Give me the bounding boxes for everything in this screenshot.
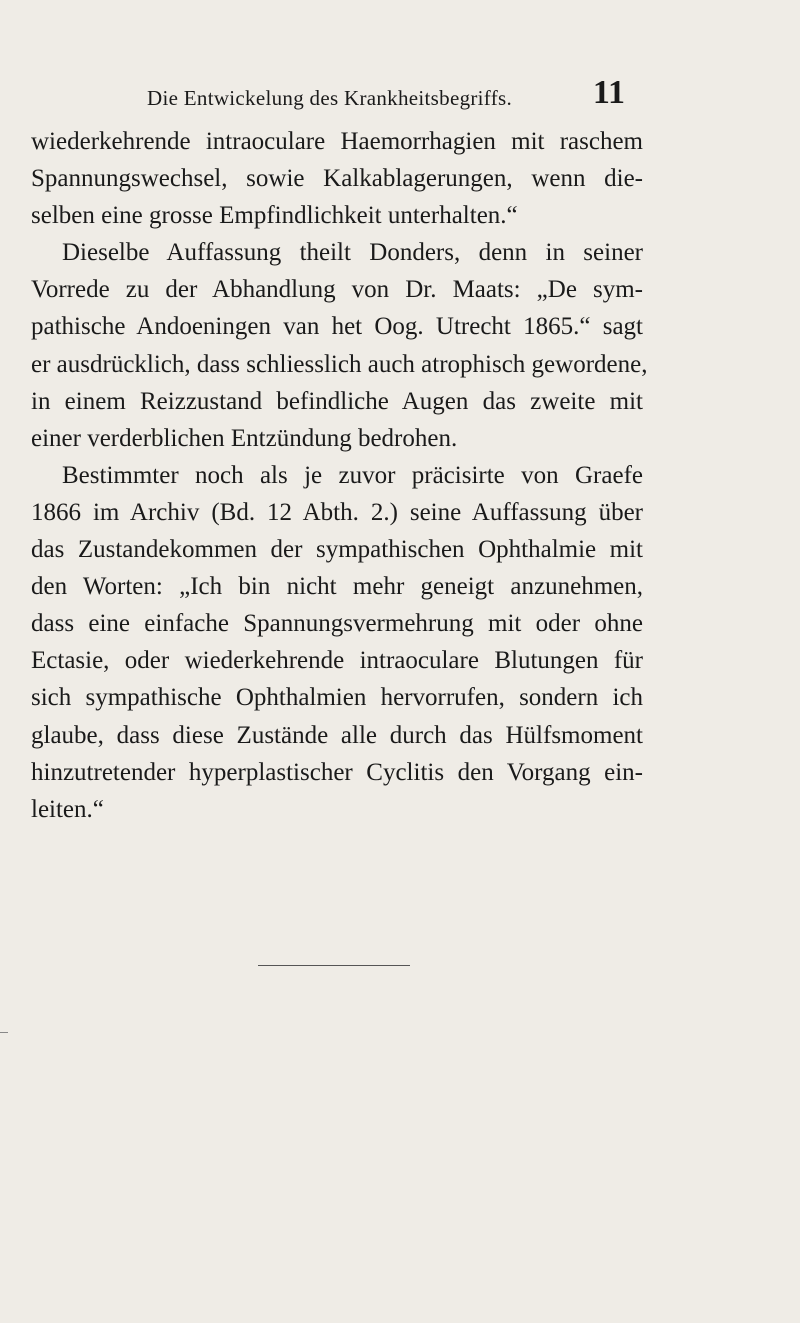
text-line: in einem Reizzustand befindliche Augen das zweite mit: [31, 387, 643, 415]
text-line: leiten.“: [31, 795, 104, 823]
text-line: einer verderblichen Entzündung bedrohen.: [31, 424, 458, 452]
text-line: 1866 im Archiv (Bd. 12 Abth. 2.) seine Auffassung über: [31, 498, 643, 526]
text-line: Vorrede zu der Abhandlung von Dr. Maats: „De sym-: [31, 276, 643, 304]
footer-rule: [258, 965, 410, 966]
page-number: 11: [592, 74, 625, 111]
text-line: pathische Andoeningen van het Oog. Utrecht 1865.“ sagt: [31, 313, 643, 341]
text-line: glaube, dass diese Zustände alle durch das Hülfsmoment: [31, 721, 643, 749]
text-line: Spannungswechsel, sowie Kalkablagerungen, wenn die-: [31, 165, 643, 193]
text-line: selben eine grosse Empfindlichkeit unterhalten.“: [31, 202, 518, 230]
text-line: Dieselbe Auffassung theilt Donders, denn in seiner: [62, 239, 643, 267]
body-text: [31, 123, 648, 828]
running-head: [147, 74, 625, 120]
text-line: Ectasie, oder wiederkehrende intraoculare Blutungen für: [31, 647, 643, 675]
text-line: dass eine einfache Spannungsvermehrung mit oder ohne: [31, 610, 643, 638]
running-title: Die Entwickelung des Krankheitsbegriffs.: [147, 86, 513, 110]
text-line: wiederkehrende intraoculare Haemorrhagien mit raschem: [31, 128, 643, 155]
text-line: den Worten: „Ich bin nicht mehr geneigt anzunehmen,: [31, 573, 643, 601]
text-line: sich sympathische Ophthalmien hervorrufen, sondern ich: [31, 684, 643, 712]
text-line: Bestimmter noch als je zuvor präcisirte von Graefe: [62, 461, 643, 489]
text-line: hinzutretender hyperplastischer Cyclitis den Vorgang ein-: [31, 758, 643, 786]
text-line: das Zustandekommen der sympathischen Ophthalmie mit: [31, 536, 643, 564]
page-edge-mark: [0, 1032, 8, 1033]
text-line: er ausdrücklich, dass schliesslich auch atrophisch gewordene,: [31, 350, 648, 378]
